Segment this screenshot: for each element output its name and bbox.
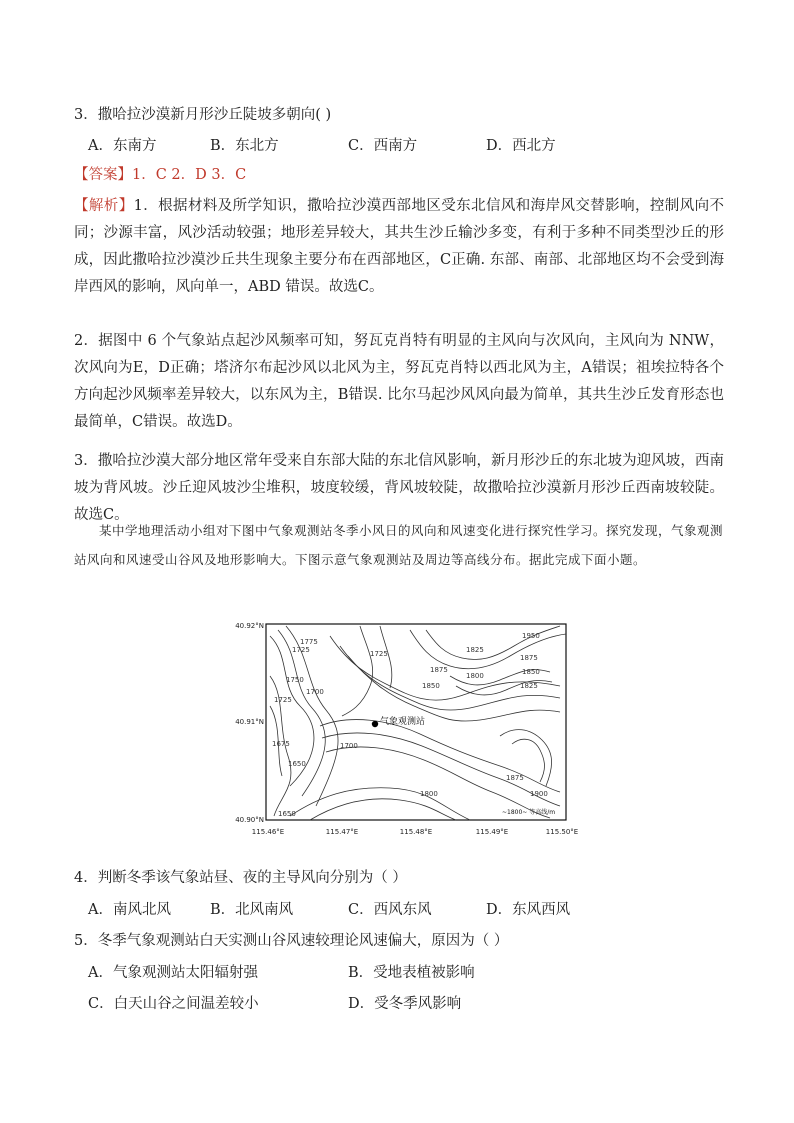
q4-option-c: C．西风东风 [348, 902, 432, 918]
contour-label: 1650 [278, 810, 296, 818]
lon-label: 115.49°E [475, 828, 509, 836]
contour-label: 1825 [466, 646, 484, 654]
contour-label: 1875 [520, 654, 538, 662]
contour-label: 1950 [522, 632, 540, 640]
contour-map [230, 616, 579, 840]
lon-label: 115.50°E [545, 828, 579, 836]
q3-option-d: D．西北方 [486, 138, 556, 154]
contour-label: 1725 [292, 646, 310, 654]
contour-label: 1825 [520, 682, 538, 690]
contour-label: 1850 [422, 682, 440, 690]
lon-label: 115.46°E [251, 828, 285, 836]
q3-option-c: C．西南方 [348, 138, 418, 154]
q5-stem: 5．冬季气象观测站白天实测山谷风速较理论风速偏大，原因为（ ） [74, 933, 509, 949]
analysis-tag: 【解析】 [74, 198, 134, 214]
station-label: 气象观测站 [380, 717, 426, 727]
q5-option-a: A．气象观测站太阳辐射强 [88, 965, 258, 981]
analysis-p2: 2．据图中 6 个气象站点起沙风频率可知，努瓦克肖特有明显的主风向与次风向，主风向为 NNW，次风向为E，D正确；塔济尔布起沙风以北风为主，努瓦克肖特以西北风为主，A错误；祖埃拉特各个方向起沙风频率差异较大，以东风为主，B错误. 比尔马起沙风风向最为简单，其共生沙丘发育形态也最简单，C错误。故选D。 [74, 333, 724, 430]
contour-label: 1750 [286, 676, 304, 684]
contour-label: 1650 [288, 760, 306, 768]
station-marker [372, 721, 378, 727]
analysis-p1-text: 1．根据材料及所学知识，撒哈拉沙漠西部地区受东北信风和海岸风交替影响，控制风向不同；沙源丰富，风沙活动较强；地形差异较大，其共生沙丘输沙多变，有利于多种不同类型沙丘的形成，因此撒哈拉沙漠沙丘共生现象主要分布在西部地区，C正确. 东部、南部、北部地区均不会受到海岸西风的影响，风向单一，ABD 错误。故选C。 [74, 198, 724, 295]
contour-label: 1875 [430, 666, 448, 674]
contour-label: 1800 [420, 790, 438, 798]
latitude-labels [235, 622, 264, 824]
longitude-labels [252, 828, 578, 836]
q4-option-d: D．东风西风 [486, 902, 571, 918]
q5-option-d: D．受冬季风影响 [348, 996, 462, 1012]
material-intro: 某中学地理活动小组对下图中气象观测站冬季小风日的风向和风速变化进行探究性学习。探究发现，气象观测站风向和风速受山谷风及地形影响大。下图示意气象观测站及周边等高线分布。据此完成下面小题。 [74, 523, 724, 567]
contour-label: 1850 [522, 668, 540, 676]
contour-label: 1675 [272, 740, 290, 748]
map-legend: ~1800~ 等高线/m [502, 809, 556, 816]
q4-stem: 4．判断冬季该气象站昼、夜的主导风向分别为（ ） [74, 870, 407, 886]
q3-option-b: B．东北方 [210, 138, 279, 154]
analysis-p1 [74, 193, 724, 301]
lat-label: 40.90°N [235, 816, 264, 824]
q3-option-a: A．东南方 [88, 138, 157, 154]
q4-option-a: A．南风北风 [88, 902, 171, 918]
lon-label: 115.47°E [325, 828, 359, 836]
lat-label: 40.91°N [235, 718, 264, 726]
q4-option-b: B．北风南风 [210, 902, 294, 918]
contour-label: 1700 [306, 688, 324, 696]
contour-label: 1800 [466, 672, 484, 680]
answer-line [74, 163, 246, 184]
analysis-p3: 3．撒哈拉沙漠大部分地区常年受来自东部大陆的东北信风影响，新月形沙丘的东北坡为迎风坡，西南坡为背风坡。沙丘迎风坡沙尘堆积，坡度较缓，背风坡较陡，故撒哈拉沙漠新月形沙丘西南坡较陡。故选C。 [74, 453, 724, 523]
lat-label: 40.92°N [235, 622, 264, 630]
answer-text: 1．C 2．D 3．C [132, 167, 247, 183]
contour-label: 1725 [370, 650, 388, 658]
contour-label: 1725 [274, 696, 292, 704]
contour-label: 1700 [340, 742, 358, 750]
answer-tag: 【答案】 [74, 167, 132, 183]
contour-label: 1875 [506, 774, 524, 782]
q5-option-b: B．受地表植被影响 [348, 965, 475, 981]
q5-option-c: C．白天山谷之间温差较小 [88, 996, 259, 1012]
contour-label: 1900 [530, 790, 548, 798]
q3-stem: 3．撒哈拉沙漠新月形沙丘陡坡多朝向( ) [74, 107, 332, 123]
lon-label: 115.48°E [399, 828, 433, 836]
contour-label: 1775 [300, 638, 318, 646]
